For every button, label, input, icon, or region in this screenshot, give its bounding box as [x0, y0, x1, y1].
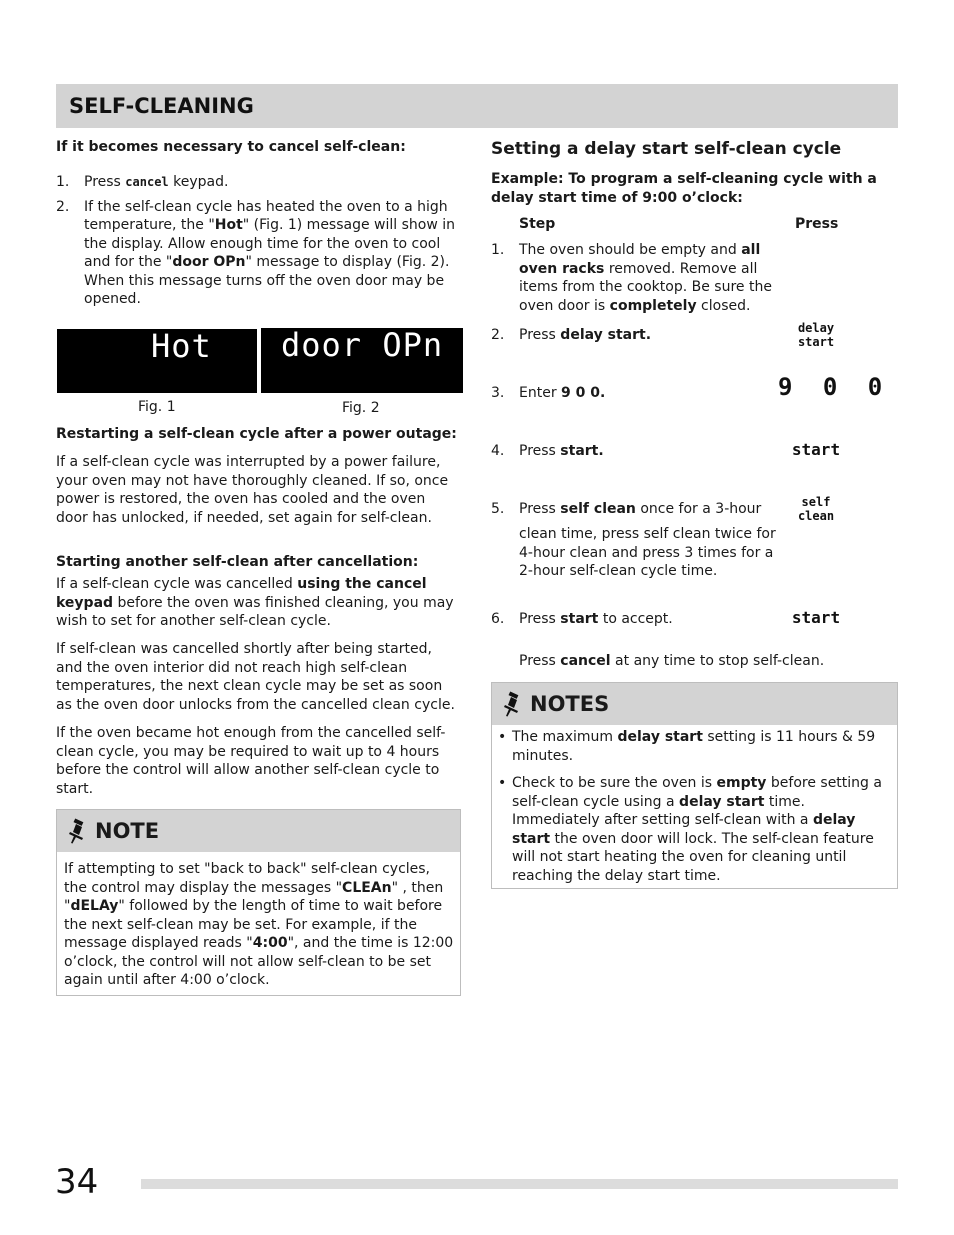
cancel-steps	[56, 173, 461, 315]
step-3-text: Enter 9 0 0.	[519, 385, 606, 401]
another-p1: If a self-clean cycle was cancelled using the cancel keypad before the oven was finished cleaning, you may wish to set for another self-clean cycle.	[56, 576, 454, 629]
note-header	[57, 810, 460, 852]
start-keypad-accept[interactable]: start	[791, 608, 841, 627]
notes-header	[492, 683, 897, 725]
restart-heading: Restarting a self-clean cycle after a power outage:	[56, 426, 457, 442]
note-title: NOTE	[95, 819, 160, 843]
step-1-text: The oven should be empty and all oven racks removed. Remove all items from the cooktop. Be sure the oven door is completely closed.	[519, 242, 772, 314]
fig2-display: door OPn	[261, 328, 463, 393]
delay-example: Example: To program a self-cleaning cycle with a delay start time of 9:00 o’clock:	[491, 171, 877, 206]
delay-start-keypad[interactable]: delay start	[797, 321, 835, 349]
fig1-label: Fig. 1	[138, 399, 176, 415]
footer-rule	[141, 1179, 898, 1189]
col-press-header: Press	[795, 216, 839, 232]
notes-box	[491, 682, 898, 889]
note-body: If attempting to set "back to back" self-clean cycles, the control may display the messages "CLEAn" , then "dELAy" followed by the length of time to wait before the next self-clean may be set. For example, if the message displayed reads "4:00", and the time is 12:00 o’clock, the control will not allow self-clean to be set again until after 4:00 o’clock.	[64, 861, 454, 988]
another-p3: If the oven became hot enough from the cancelled self-clean cycle, you may be required to wait up to 4 hours before the control will allow another self-clean cycle to start.	[56, 725, 446, 797]
cancel-anytime-text: Press cancel at any time to stop self-clean.	[519, 653, 825, 669]
fig1-display: Hot	[57, 329, 257, 393]
note-box	[56, 809, 461, 996]
cancel-key-label: cancel	[125, 175, 169, 189]
step-6-text: Press start to accept.	[519, 611, 673, 627]
step-1-number: 1.	[491, 242, 505, 258]
step-5-text: Press self clean once for a 3-hour	[519, 501, 762, 517]
fig2-label: Fig. 2	[342, 400, 380, 416]
pushpin-icon	[500, 691, 524, 717]
step-6-number: 6.	[491, 611, 505, 627]
step-5-text-continued: clean time, press self clean twice for 4-hour clean and press 3 times for a 2-hour self-clean cycle time.	[519, 526, 776, 579]
notes-bullet-2: • Check to be sure the oven is empty before setting a self-clean cycle using a delay start time. Immediately after setting self-clean with a delay start the oven door will lock. The self-clean feature will not start heating the oven for cleaning until reaching the delay start time.	[498, 775, 882, 884]
section-header-bar	[56, 84, 898, 128]
step-2-number: 2.	[491, 327, 505, 343]
number-keypads-900[interactable]: 9 0 0	[778, 373, 891, 401]
restart-body: If a self-clean cycle was interrupted by a power failure, your oven may not have thoroughly cleaned. If so, once power is restored, the oven has cooled and the oven door has unlocked, if needed, set again for self-clean.	[56, 454, 449, 526]
page-number: 34	[55, 1162, 99, 1202]
delay-heading: Setting a delay start self-clean cycle	[491, 139, 842, 159]
notes-title: NOTES	[530, 692, 610, 716]
start-keypad[interactable]: start	[791, 440, 841, 459]
section-title: SELF-CLEANING	[69, 94, 254, 118]
cancel-step-2: 2. If the self-clean cycle has heated the oven to a high temperature, the "Hot" (Fig. 1) message will show in the display. Allow enough time for the oven to cool and for the "door OPn" message to display (Fig. 2). When this message turns off the oven door may be opened.	[56, 198, 456, 307]
cancel-step-1: 1. Press cancel keypad.	[56, 174, 229, 190]
cancel-heading: If it becomes necessary to cancel self-clean:	[56, 139, 406, 155]
notes-bullet-1: • The maximum delay start setting is 11 hours & 59 minutes.	[498, 729, 876, 764]
step-5-number: 5.	[491, 501, 505, 517]
step-4-text: Press start.	[519, 443, 604, 459]
step-2-text: Press delay start.	[519, 327, 652, 343]
another-p2: If self-clean was cancelled shortly after being started, and the oven interior did not reach high self-clean temperatures, the next clean cycle may be set as soon as the oven door unlocks from the cancelled clean cycle.	[56, 641, 455, 713]
another-heading: Starting another self-clean after cancellation:	[56, 554, 419, 570]
self-clean-keypad[interactable]: self clean	[797, 495, 835, 523]
col-step-header: Step	[519, 216, 556, 232]
step-4-number: 4.	[491, 443, 505, 459]
pushpin-icon	[65, 818, 89, 844]
step-3-number: 3.	[491, 385, 505, 401]
